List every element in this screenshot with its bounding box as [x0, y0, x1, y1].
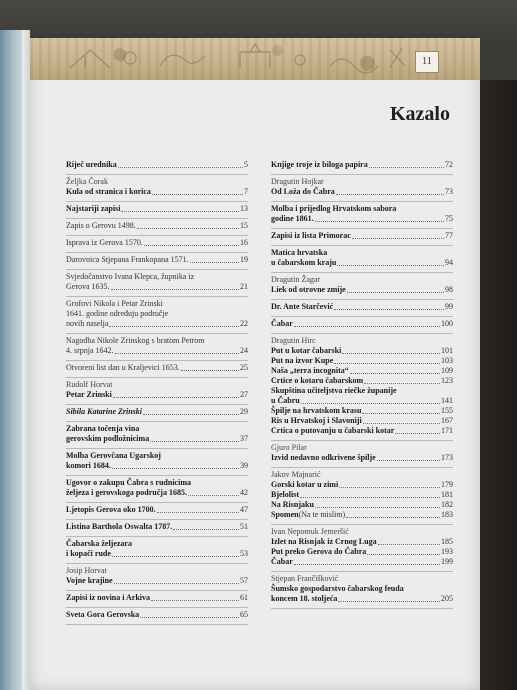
toc-entry	[271, 525, 453, 572]
toc-line	[271, 386, 453, 396]
toc-line	[271, 490, 453, 500]
toc-entry	[66, 537, 248, 564]
dot-leader	[339, 486, 440, 488]
toc-entry	[66, 564, 248, 591]
toc-entry	[66, 378, 248, 405]
toc-title: Ris u Hrvatskoj i Slavoniji	[271, 416, 362, 425]
toc-line	[271, 366, 453, 376]
toc-line	[66, 407, 248, 417]
toc-author: Stjepan Frančišković	[271, 574, 339, 583]
dot-leader	[301, 402, 440, 404]
toc-page-number: 99	[445, 302, 453, 311]
toc-title: Grofovi Nikola i Petar Zrinski	[66, 299, 163, 308]
toc-line	[66, 160, 248, 170]
toc-line	[66, 610, 248, 620]
toc-page-number: 29	[240, 407, 248, 416]
toc-page-number: 123	[441, 376, 453, 385]
toc-line	[66, 505, 248, 515]
toc-title: Darovnica Stjepana Frankopana 1571.	[66, 255, 189, 264]
toc-page-number: 5	[244, 160, 248, 169]
toc-page-number: 181	[441, 490, 453, 499]
toc-entry	[66, 503, 248, 520]
dot-leader	[336, 193, 444, 195]
toc-title: Izvid nedavno odkrivene špilje	[271, 453, 376, 462]
toc-page-number: 39	[240, 461, 248, 470]
toc-title: Od Loža do Čabra	[271, 187, 335, 196]
toc-page-number: 57	[240, 576, 248, 585]
toc-line	[271, 426, 453, 436]
toc-page-number: 13	[240, 204, 248, 213]
toc-title: Zabrana točenja vina	[66, 424, 140, 433]
toc-line	[271, 248, 453, 258]
toc-author: Željka Čorak	[66, 177, 108, 186]
toc-entry	[271, 202, 453, 229]
toc-line	[66, 319, 248, 329]
toc-page-number: 179	[441, 480, 453, 489]
toc-line	[271, 160, 453, 170]
dot-leader	[346, 516, 440, 518]
dot-leader	[334, 362, 440, 364]
toc-page-number: 27	[240, 390, 248, 399]
toc-entry	[271, 246, 453, 273]
toc-title: Listina Barthola Oswalta 1787.	[66, 522, 173, 531]
toc-title: Čabar	[271, 319, 293, 328]
toc-title: Naša „terra incognita“	[271, 366, 349, 375]
toc-entry	[66, 591, 248, 608]
dot-leader	[338, 600, 440, 602]
toc-line	[271, 231, 453, 241]
toc-title: Špilje na hrvatskom krasu	[271, 406, 362, 415]
stone-relief-banner	[30, 38, 480, 80]
dot-leader	[109, 325, 239, 327]
dot-leader	[362, 412, 440, 414]
toc-line	[271, 500, 453, 510]
toc-line	[66, 451, 248, 461]
toc-page-number: 171	[441, 426, 453, 435]
toc-line	[271, 396, 453, 406]
toc-entry	[271, 317, 453, 334]
toc-title: Sveta Gora Gerovska	[66, 610, 140, 619]
toc-line	[66, 299, 248, 309]
toc-line	[271, 356, 453, 366]
dot-leader	[378, 543, 440, 545]
dot-leader	[315, 220, 444, 222]
toc-line	[66, 221, 248, 231]
toc-line	[271, 214, 453, 224]
dot-leader	[111, 288, 239, 290]
toc-page-number: 109	[441, 366, 453, 375]
toc-page-number: 21	[240, 282, 248, 291]
toc-title: Zapis o Gerovu 1498.	[66, 221, 136, 230]
toc-line	[66, 204, 248, 214]
toc-title: Vojne krajine	[66, 576, 113, 585]
toc-title: Riječ urednika	[66, 160, 117, 169]
toc-title: Isprava iz Gerova 1570.	[66, 238, 143, 247]
toc-page-number: 100	[441, 319, 453, 328]
toc-line	[271, 547, 453, 557]
toc-page-number: 167	[441, 416, 453, 425]
toc-line	[271, 594, 453, 604]
toc-entry	[66, 422, 248, 449]
toc-entry	[66, 520, 248, 537]
toc-title: u čabarskom kraju	[271, 258, 337, 267]
dot-leader	[364, 382, 440, 384]
toc-entry	[271, 468, 453, 525]
dot-leader	[347, 291, 444, 293]
toc-line	[66, 363, 248, 373]
toc-line	[271, 346, 453, 356]
toc-line	[66, 461, 248, 471]
toc-title: Put u kotar čabarski	[271, 346, 342, 355]
toc-line	[66, 478, 248, 488]
toc-title: Izlet na Risnjak iz Crnog Luga	[271, 537, 377, 546]
toc-entry	[66, 236, 248, 253]
toc-title: gerovskim podložnicima	[66, 434, 150, 443]
toc-title: 1641. godine određuju područje	[66, 309, 169, 318]
toc-page-number: 77	[445, 231, 453, 240]
toc-page-number: 199	[441, 557, 453, 566]
dot-leader	[188, 494, 239, 496]
toc-title: Čabar	[271, 557, 293, 566]
dot-leader	[143, 413, 239, 415]
dot-leader	[137, 227, 239, 229]
toc-page-number: 7	[244, 187, 248, 196]
toc-entry	[66, 476, 248, 503]
toc-line	[271, 204, 453, 214]
toc-entry	[271, 300, 453, 317]
toc-line	[66, 272, 248, 282]
dot-leader	[190, 261, 239, 263]
toc-title: Nagodba Nikole Zrinskog s bratom Petrom	[66, 336, 205, 345]
toc-title: Na Risnjaku	[271, 500, 314, 509]
dot-leader	[377, 459, 440, 461]
toc-title: Čabarska željezara	[66, 539, 132, 548]
toc-title: Petar Zrinski	[66, 390, 112, 399]
toc-page-number: 98	[445, 285, 453, 294]
toc-title: novih naselja	[66, 319, 109, 328]
toc-title: Otvoreni list dan u Kraljevici 1653.	[66, 363, 180, 372]
toc-title: Matica hrvatska	[271, 248, 328, 257]
toc-entry	[66, 158, 248, 175]
toc-entry	[271, 158, 453, 175]
toc-line	[66, 576, 248, 586]
toc-line	[66, 549, 248, 559]
dot-leader	[114, 582, 239, 584]
toc-left-column	[66, 158, 248, 625]
toc-entry	[271, 229, 453, 246]
dot-leader	[152, 193, 243, 195]
dot-leader	[150, 440, 239, 442]
dot-leader	[294, 563, 440, 565]
toc-page-number: 47	[240, 505, 248, 514]
toc-author: Ivan Nepomuk Jemeršić	[271, 527, 349, 536]
toc-page-number: 53	[240, 549, 248, 558]
toc-entry	[271, 273, 453, 300]
dot-leader	[140, 616, 239, 618]
toc-page-number: 25	[240, 363, 248, 372]
toc-entry	[66, 202, 248, 219]
toc-entry	[271, 334, 453, 441]
toc-entry	[271, 175, 453, 202]
dot-leader	[173, 528, 239, 530]
toc-title: 4. srpnja 1642.	[66, 346, 114, 355]
toc-page-number: 22	[240, 319, 248, 328]
toc-title: Molba i prijedlog Hrvatskom sabora	[271, 204, 397, 213]
dot-leader	[113, 396, 239, 398]
dot-leader	[395, 432, 440, 434]
toc-line	[271, 376, 453, 386]
toc-page-number: 73	[445, 187, 453, 196]
toc-page-number: 183	[441, 510, 453, 519]
toc-line	[66, 309, 248, 319]
dot-leader	[157, 511, 239, 513]
dot-leader	[352, 237, 444, 239]
dot-leader	[115, 352, 239, 354]
dot-leader	[315, 506, 440, 508]
dot-leader	[300, 496, 440, 498]
dot-leader	[337, 264, 444, 266]
dot-leader	[342, 352, 440, 354]
toc-author: Josip Horvat	[66, 566, 107, 575]
toc-entry	[66, 405, 248, 422]
toc-page-number: 94	[445, 258, 453, 267]
toc-title: komori 1684.	[66, 461, 111, 470]
toc-entry	[66, 334, 248, 361]
toc-title: Crtica o putovanju u čabarski kotar	[271, 426, 395, 435]
toc-page-number: 61	[240, 593, 248, 602]
toc-author: Rudolf Horvat	[66, 380, 113, 389]
toc-line	[271, 453, 453, 463]
toc-line	[66, 336, 248, 346]
toc-line	[66, 488, 248, 498]
toc-line	[271, 319, 453, 329]
toc-title: Skupština učiteljstva riečke županije	[271, 386, 397, 395]
toc-title: Sibila Katarine Zrinski	[66, 407, 143, 416]
toc-page-number: 19	[240, 255, 248, 264]
toc-title: Zapisi iz lista Primorac	[271, 231, 351, 240]
toc-page-number: 16	[240, 238, 248, 247]
toc-author: Dragutin Žagar	[271, 275, 321, 284]
toc-line	[271, 416, 453, 426]
toc-line	[66, 238, 248, 248]
toc-entry	[66, 361, 248, 378]
dot-leader	[144, 244, 239, 246]
toc-entry	[271, 441, 453, 468]
toc-line	[271, 258, 453, 268]
toc-title: Knjige troje iz biloga papira	[271, 160, 368, 169]
toc-entry	[271, 572, 453, 609]
toc-page-number: 72	[445, 160, 453, 169]
toc-entry	[66, 608, 248, 625]
toc-title: Šumsko gospodarstvo čabarskog feuda	[271, 584, 404, 593]
toc-title: Molba Gerovčana Ugarskoj	[66, 451, 161, 460]
toc-title: Dr. Ante Starčević	[271, 302, 334, 311]
dot-leader	[112, 555, 239, 557]
toc-title: Gorski kotar u zimi	[271, 480, 339, 489]
dot-leader	[118, 166, 243, 168]
toc-author: Dragutin Hojkar	[271, 177, 324, 186]
toc-author: Gjuro Pilar	[271, 443, 307, 452]
toc-line	[271, 285, 453, 295]
book-cover-edge	[478, 80, 517, 690]
toc-line	[271, 510, 453, 520]
toc-title: Kula od stranica i korica	[66, 187, 151, 196]
toc-title-suffix: (Na te mislim)	[298, 510, 346, 519]
toc-title: Put preko Gerova do Čabra	[271, 547, 367, 556]
toc-page-number: 193	[441, 547, 453, 556]
toc-author: Jakov Majnarić	[271, 470, 321, 479]
toc-page-number: 173	[441, 453, 453, 462]
page-stack-edge	[22, 30, 30, 690]
toc-title: Crtice o kotaru čabarskom	[271, 376, 364, 385]
dot-leader	[369, 166, 444, 168]
dot-leader	[121, 210, 239, 212]
toc-right-column	[271, 158, 453, 609]
toc-title: Spomen	[271, 510, 299, 519]
toc-page-number: 205	[441, 594, 453, 603]
toc-title: Ugovor o zakupu Čabra s rudnicima	[66, 478, 191, 487]
background-top	[0, 0, 517, 40]
toc-title: Liek od otrovne zmije	[271, 285, 346, 294]
dot-leader	[367, 553, 440, 555]
toc-title: koncem 18. stoljeća	[271, 594, 338, 603]
toc-line	[66, 390, 248, 400]
toc-page-number: 155	[441, 406, 453, 415]
toc-title: Put na izvor Kupe	[271, 356, 334, 365]
toc-line	[66, 522, 248, 532]
toc-line	[271, 480, 453, 490]
toc-line	[66, 255, 248, 265]
toc-entry	[66, 253, 248, 270]
toc-page-number: 103	[441, 356, 453, 365]
dot-leader	[181, 369, 239, 371]
dot-leader	[334, 308, 444, 310]
toc-title: godine 1861.	[271, 214, 314, 223]
toc-page-number: 37	[240, 434, 248, 443]
page-number: 11	[415, 51, 439, 73]
toc-line	[66, 593, 248, 603]
book-page	[30, 38, 480, 690]
toc-title: u Čabru	[271, 396, 300, 405]
toc-page-number: 15	[240, 221, 248, 230]
toc-title: željeza i gerovskoga područja 1685.	[66, 488, 187, 497]
toc-line	[66, 424, 248, 434]
toc-line	[271, 187, 453, 197]
toc-page-number: 24	[240, 346, 248, 355]
toc-entry	[66, 219, 248, 236]
toc-page-number: 185	[441, 537, 453, 546]
toc-line	[66, 434, 248, 444]
page-title: Kazalo	[390, 103, 450, 125]
toc-entry	[66, 175, 248, 202]
toc-title: Ljetopis Gerova oko 1700.	[66, 505, 156, 514]
toc-line	[271, 584, 453, 594]
toc-line	[66, 282, 248, 292]
toc-entry	[66, 270, 248, 297]
toc-title: Bjelolist	[271, 490, 299, 499]
toc-page-number: 182	[441, 500, 453, 509]
toc-title: Svjedočanstvo Ivana Klepca, župnika iz	[66, 272, 195, 281]
toc-page-number: 141	[441, 396, 453, 405]
toc-page-number: 42	[240, 488, 248, 497]
dot-leader	[294, 325, 440, 327]
toc-page-number: 101	[441, 346, 453, 355]
toc-title: i kopači rude	[66, 549, 111, 558]
toc-page-number: 51	[240, 522, 248, 531]
toc-line	[271, 557, 453, 567]
toc-page-number: 75	[445, 214, 453, 223]
dot-leader	[363, 422, 440, 424]
toc-entry	[66, 449, 248, 476]
toc-author: Dragutin Hirc	[271, 336, 316, 345]
toc-entry	[66, 297, 248, 334]
relief-carving-graphic	[30, 38, 480, 80]
toc-line	[66, 187, 248, 197]
toc-title: Gerova 1635.	[66, 282, 110, 291]
toc-line	[271, 406, 453, 416]
toc-title: Zapisi iz novina i Arkiva	[66, 593, 151, 602]
dot-leader	[112, 467, 239, 469]
toc-title: Najstariji zapisi	[66, 204, 121, 213]
toc-line	[271, 537, 453, 547]
dot-leader	[350, 372, 440, 374]
dot-leader	[151, 599, 239, 601]
toc-line	[66, 346, 248, 356]
toc-line	[66, 539, 248, 549]
toc-line	[271, 302, 453, 312]
toc-page-number: 65	[240, 610, 248, 619]
